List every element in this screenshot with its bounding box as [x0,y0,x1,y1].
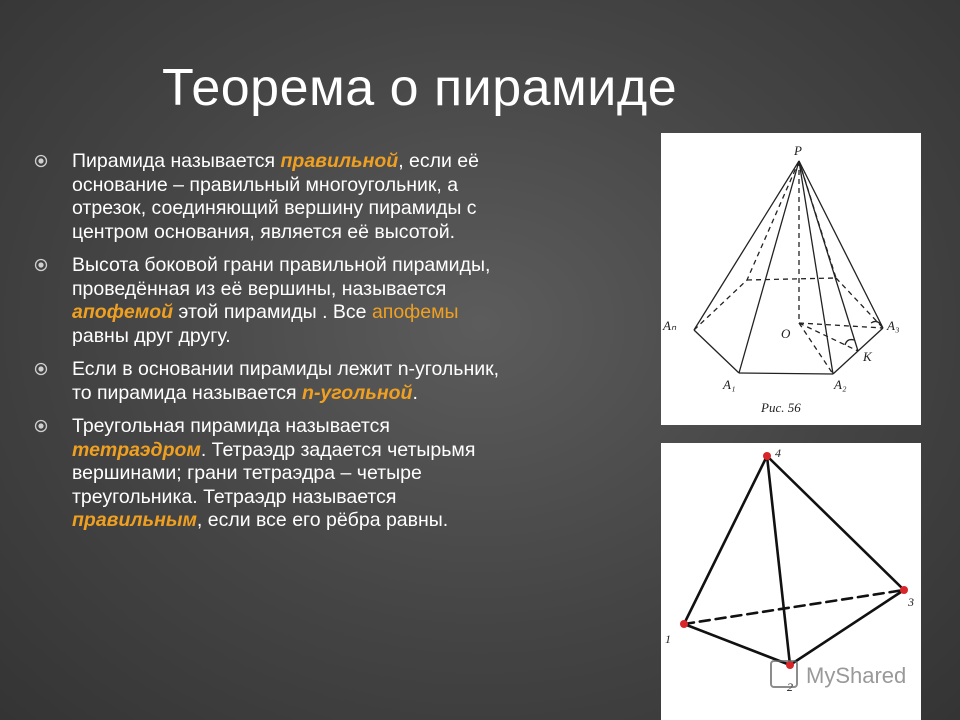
circle-bullet-icon [34,362,48,376]
bullet-text: , если все его рёбра равны. [196,509,449,531]
label-a1: A₁ [723,377,736,392]
tetra-edge [790,590,904,665]
bullet-text: . Тетраэдр задается четырьмя вершинами; грани тетраэдра – четыре треугольника. Тетраэдр называется [72,438,476,508]
pyramid-figure [661,133,921,425]
circle-bullet-icon [34,154,48,168]
highlighted-term: правильным [72,509,197,531]
vertex-point [680,620,688,628]
vertex-label-1: 1 [665,632,671,646]
pyramid-drawing [661,133,921,425]
label-center: O [781,326,791,341]
bullet-text: Треугольная пирамида называется [72,415,390,437]
label-apex: P [794,143,802,158]
lateral-edge [799,161,833,374]
hidden-tetra-edge [684,590,904,624]
vertex-point [786,661,794,669]
vertex-label-2: 2 [787,680,793,694]
bullet-item [34,358,504,405]
label-a-n: Aₙ [663,318,677,333]
bullet-text: Пирамида называется [72,150,281,172]
bullet-item [34,415,504,533]
highlighted-term: тетраэдром [72,438,201,461]
vertex-label-3: 3 [908,595,914,609]
bullet-text: , если её основание – правильный многоугольник, а отрезок, соединяющий вершину пирамиды с центром основания, является её высотой. [72,150,479,243]
lateral-edge [799,161,883,328]
bullet-text: Если в основании пирамиды лежит n-угольник, то пирамида называется [72,358,500,404]
bullet-item [34,254,504,348]
label-a2: A₂ [834,377,847,392]
tetra-edge [767,456,790,665]
highlighted-term: n-угольной [302,381,413,404]
circle-bullet-icon [34,258,48,272]
lateral-edge [739,161,799,373]
angle-mark [845,340,854,345]
hidden-base-edge [747,278,836,280]
tetra-edge [684,624,790,665]
slide-title: Теорема о пирамиде [162,59,678,117]
highlighted-term: апофемы [371,301,459,323]
label-k: K [863,349,872,364]
figure-caption: Рис. 56 [761,400,801,415]
label-a3: A₃ [887,318,900,333]
bullet-text: этой пирамиды . Все [173,301,372,323]
tetrahedron-drawing [661,443,921,720]
tetrahedron-figure [661,443,921,720]
watermark-text: MyShared [806,663,907,688]
bullet-item [34,150,504,244]
lateral-edge [694,161,799,330]
apothem-line [799,161,858,351]
circle-bullet-icon [34,419,48,433]
base-edge [739,373,833,374]
hidden-lateral-edge [747,161,799,280]
vertex-point [900,586,908,594]
bullet-list [34,150,504,543]
highlighted-term: правильной [280,150,399,172]
tetra-edge [684,456,767,624]
vertex-label-4: 4 [775,446,781,460]
radius-line [799,323,883,328]
bullet-text: . [412,381,418,404]
highlighted-term: апофемой [72,301,174,323]
bullet-text: Высота боковой грани правильной пирамиды, проведённая из её вершины, называется [72,254,491,300]
bullet-text: равны друг другу. [72,324,231,347]
tetra-edge [767,456,904,590]
base-edge [694,330,739,373]
vertex-point [763,452,771,460]
